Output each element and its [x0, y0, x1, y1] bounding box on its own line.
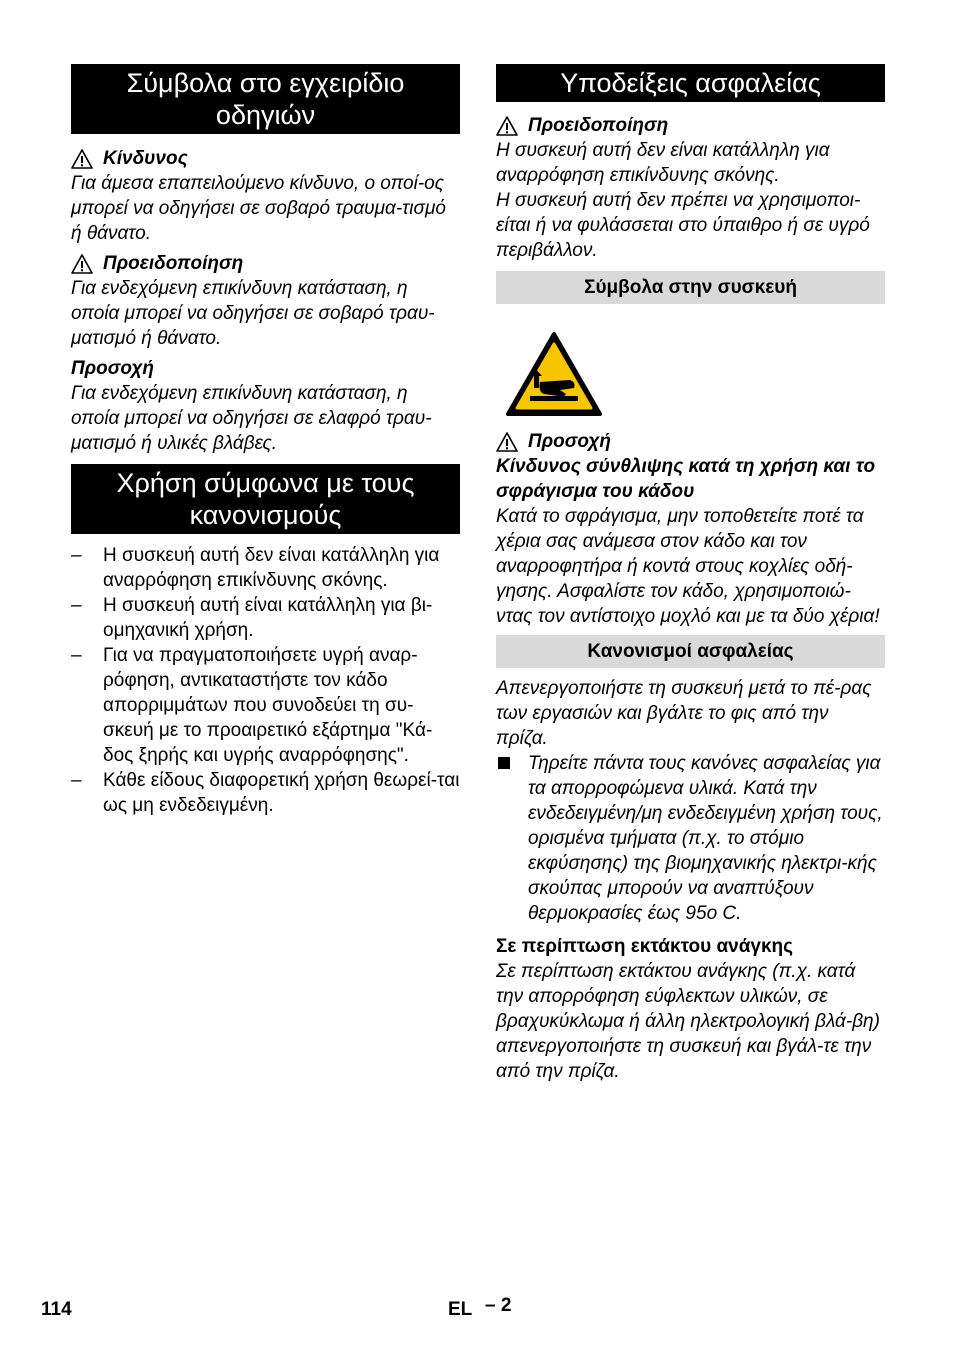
symbols-manual-heading: Σύμβολα στο εγχειρίδιο οδηγιών: [71, 64, 460, 134]
emergency-heading: Σε περίπτωση εκτάκτου ανάγκης: [496, 936, 794, 957]
warning-label-row: [71, 251, 460, 276]
intended-use-heading: Χρήση σύμφωνα με τους κανονισμούς: [71, 464, 460, 534]
caution-label: Προσοχή: [528, 431, 612, 452]
safety-rules-text: Απενεργοποιήστε τη συσκευή μετά το πέ-ρας των εργασιών και βγάλτε το φις από την πρίζα.: [496, 678, 872, 749]
list-item-text: Τηρείτε πάντα τους κανόνες ασφαλείας για τα απορροφώμενα υλικά. Κατά την ενδεδειγμένη/μη ενδεδειγμένη χρήση τους, ορισμένα τμήματα (π.χ. το στόμιο εκφύσησης) της βιομηχανικής ηλεκτρι-κής σκούπας μπορούν να αναπτύξουν θερμοκρασίες έως 95o C.: [528, 753, 883, 924]
list-item: – Η συσκευή αυτή είναι κατάλληλη για βι-ομηχανική χρήση.: [71, 593, 460, 643]
language-code: EL: [448, 1299, 473, 1320]
safety-instructions-heading: Υποδείξεις ασφαλείας: [496, 64, 885, 102]
left-column: [71, 64, 460, 818]
crush-hazard-text: Κατά το σφράγισμα, μην τοποθετείτε ποτέ τα χέρια σας ανάμεσα στον κάδο και τον αναρροφητήρα ή κοντά στους κοχλίες οδή-γησης. Ασφαλίστε τον κάδο, χρησιμοποιώ-ντας τον αντίστοιχο μοχλό και με τα δύο χέρια!: [496, 506, 880, 627]
list-item: – Για να πραγματοποιήσετε υγρή αναρ-ρόφηση, αντικαταστήστε τον κάδο απορριμμάτων που συνοδεύει τη συ-σκευή με το προαιρετικό εξάρτημα "Κά-δος ξηρής και υγρής αναρρόφησης".: [71, 643, 460, 768]
list-item: [496, 751, 885, 926]
warning-label-row: [496, 113, 885, 138]
caution-text: Για ενδεχόμενη επικίνδυνη κατάσταση, η οποία μπορεί να οδηγήσει σε ελαφρό τραυ-ματισμό ή υλικές βλάβες.: [71, 383, 432, 454]
warning-triangle-icon: [496, 432, 518, 452]
hand-crush-warning-sign: [504, 330, 604, 418]
list-item: – Η συσκευή αυτή δεν είναι κατάλληλη για αναρρόφηση επικίνδυνης σκόνης.: [71, 543, 460, 593]
page-number: 114: [41, 1299, 72, 1320]
crush-hazard-title: Κίνδυνος σύνθλιψης κατά τη χρήση και το σφράγισμα του κάδου: [496, 456, 876, 502]
caution-label-row: [496, 429, 885, 454]
intended-use-list: [71, 543, 460, 818]
warning-label: Προειδοποίηση: [103, 253, 244, 274]
warning-label: Προειδοποίηση: [528, 115, 669, 136]
right-column: [496, 64, 885, 1084]
list-item: – Κάθε είδους διαφορετική χρήση θεωρεί-ται ως μη ενδεδειγμένη.: [71, 768, 460, 818]
safety-rules-heading: Κανονισμοί ασφαλείας: [496, 635, 885, 668]
square-bullet-icon: [498, 757, 510, 769]
device-symbols-heading: Σύμβολα στην συσκευή: [496, 271, 885, 304]
safety-rules-list: [496, 751, 885, 926]
warning-text: Για ενδεχόμενη επικίνδυνη κατάσταση, η οποία μπορεί να οδηγήσει σε σοβαρό τραυ-ματισμό ή θάνατο.: [71, 278, 435, 349]
danger-text: Για άμεσα επαπειλούμενο κίνδυνο, ο οποί-ος μπορεί να οδηγήσει σε σοβαρό τραυμα-τισμό ή θάνατο.: [71, 173, 446, 244]
warning-triangle-icon: [71, 149, 93, 169]
danger-label: Κίνδυνος: [103, 148, 188, 169]
warning-triangle-icon: [71, 254, 93, 274]
section-number: – 2: [485, 1295, 512, 1316]
caution-label: Προσοχή: [71, 358, 155, 379]
warning-text-2: Η συσκευή αυτή δεν πρέπει να χρησιμοποι-είται ή να φυλάσσεται στο ύπαιθρο ή σε υγρό περιβάλλον.: [496, 190, 870, 261]
warning-text-1: Η συσκευή αυτή δεν είναι κατάλληλη για αναρρόφηση επικίνδυνης σκόνης.: [496, 140, 830, 186]
danger-label-row: [71, 146, 460, 171]
warning-triangle-icon: [496, 116, 518, 136]
emergency-text: Σε περίπτωση εκτάκτου ανάγκης (π.χ. κατά την απορρόφηση εύφλεκτων υλικών, σε βραχυκύκλωμα ή άλλη ηλεκτρολογική βλά-βη) απενεργοποιήστε τη συσκευή και βγάλ-τε την από την πρίζα.: [496, 961, 880, 1082]
